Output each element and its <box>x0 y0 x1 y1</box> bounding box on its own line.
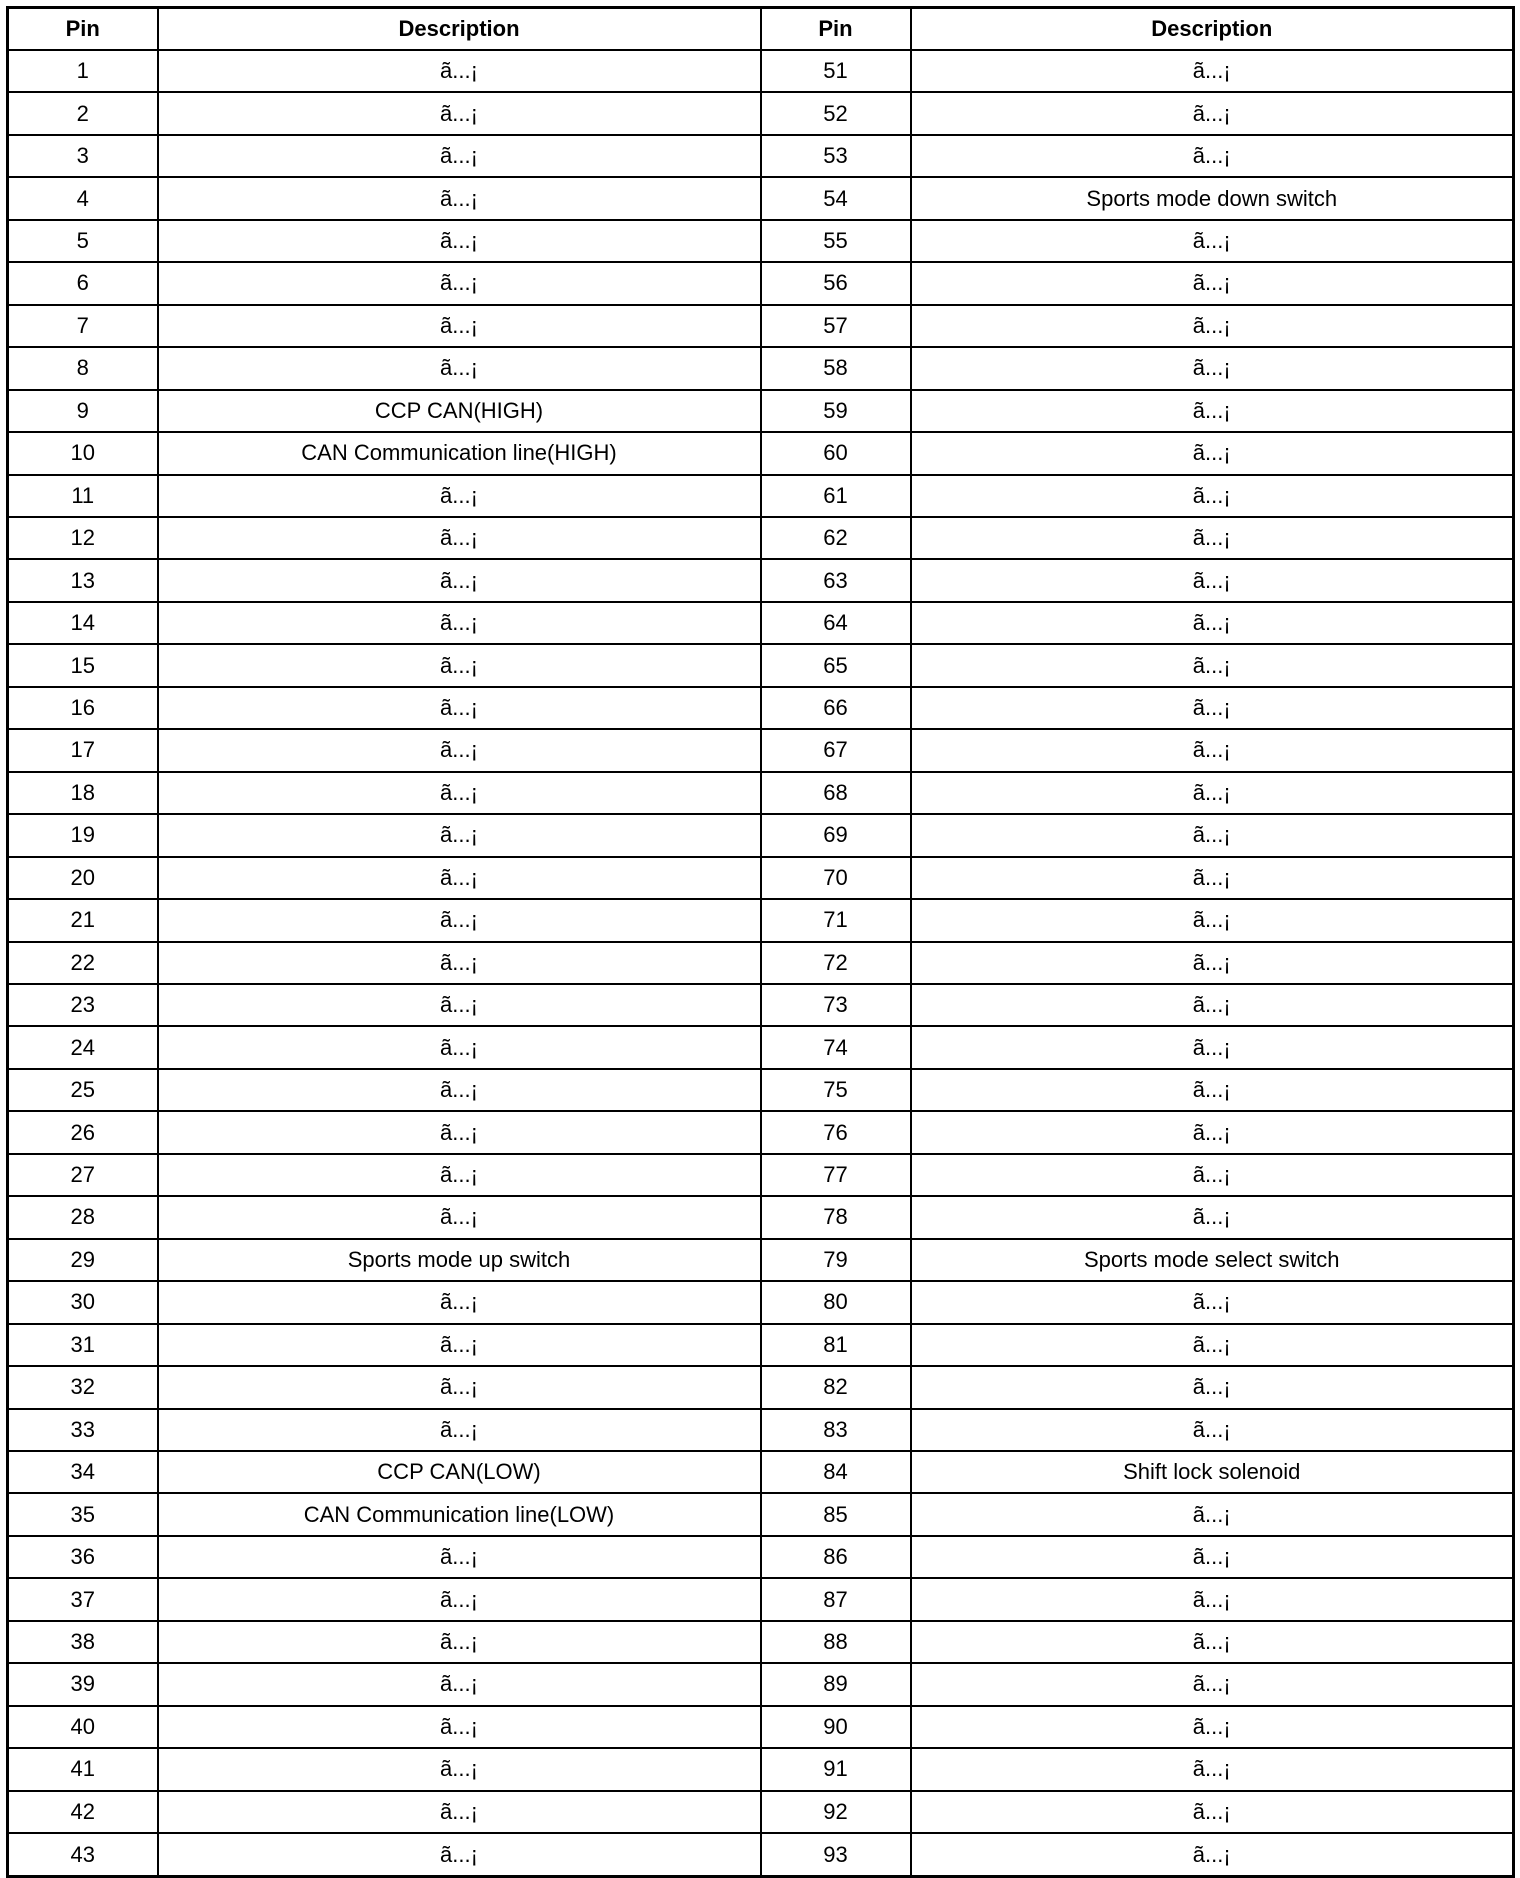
cell-pin-left: 14 <box>8 602 158 644</box>
cell-pin-right: 87 <box>761 1578 911 1620</box>
cell-pin-left: 13 <box>8 559 158 601</box>
table-row <box>8 857 1514 899</box>
cell-description-left: ã...¡ <box>158 1409 761 1451</box>
cell-pin-left: 30 <box>8 1281 158 1323</box>
cell-pin-left: 21 <box>8 899 158 941</box>
cell-description-right: Shift lock solenoid <box>911 1451 1514 1493</box>
cell-description-right: ã...¡ <box>911 1154 1514 1196</box>
cell-description-left: ã...¡ <box>158 1281 761 1323</box>
cell-description-left: ã...¡ <box>158 1578 761 1620</box>
cell-pin-left: 8 <box>8 347 158 389</box>
cell-pin-left: 11 <box>8 475 158 517</box>
cell-pin-left: 1 <box>8 50 158 92</box>
cell-description-left: ã...¡ <box>158 305 761 347</box>
cell-pin-right: 60 <box>761 432 911 474</box>
cell-description-left: ã...¡ <box>158 1621 761 1663</box>
table-row <box>8 899 1514 941</box>
cell-description-left: ã...¡ <box>158 177 761 219</box>
cell-description-left: ã...¡ <box>158 899 761 941</box>
cell-pin-left: 24 <box>8 1026 158 1068</box>
cell-pin-left: 22 <box>8 942 158 984</box>
cell-description-right: ã...¡ <box>911 1196 1514 1238</box>
cell-description-right: ã...¡ <box>911 1706 1514 1748</box>
cell-description-right: ã...¡ <box>911 602 1514 644</box>
cell-pin-left: 9 <box>8 390 158 432</box>
cell-description-left: ã...¡ <box>158 644 761 686</box>
cell-description-left: Sports mode up switch <box>158 1239 761 1281</box>
cell-description-left: ã...¡ <box>158 772 761 814</box>
cell-pin-right: 92 <box>761 1791 911 1833</box>
cell-pin-right: 62 <box>761 517 911 559</box>
cell-description-right: ã...¡ <box>911 984 1514 1026</box>
cell-pin-right: 67 <box>761 729 911 771</box>
cell-pin-left: 6 <box>8 262 158 304</box>
cell-pin-right: 61 <box>761 475 911 517</box>
cell-description-right: ã...¡ <box>911 1069 1514 1111</box>
table-header <box>8 8 1514 51</box>
cell-description-left: ã...¡ <box>158 1536 761 1578</box>
cell-pin-right: 69 <box>761 814 911 856</box>
cell-pin-right: 90 <box>761 1706 911 1748</box>
cell-description-right: ã...¡ <box>911 1663 1514 1705</box>
cell-description-right: ã...¡ <box>911 1748 1514 1790</box>
cell-description-left: CAN Communication line(LOW) <box>158 1493 761 1535</box>
cell-description-left: CAN Communication line(HIGH) <box>158 432 761 474</box>
cell-description-left: ã...¡ <box>158 517 761 559</box>
cell-pin-right: 68 <box>761 772 911 814</box>
table-row <box>8 220 1514 262</box>
cell-description-right: ã...¡ <box>911 1493 1514 1535</box>
cell-pin-right: 53 <box>761 135 911 177</box>
cell-pin-right: 81 <box>761 1324 911 1366</box>
table-row <box>8 1621 1514 1663</box>
cell-pin-right: 63 <box>761 559 911 601</box>
cell-pin-left: 15 <box>8 644 158 686</box>
cell-pin-left: 17 <box>8 729 158 771</box>
cell-pin-right: 91 <box>761 1748 911 1790</box>
cell-pin-left: 2 <box>8 92 158 134</box>
table-row <box>8 602 1514 644</box>
cell-description-left: ã...¡ <box>158 984 761 1026</box>
cell-pin-right: 86 <box>761 1536 911 1578</box>
table-row <box>8 772 1514 814</box>
cell-pin-right: 51 <box>761 50 911 92</box>
cell-pin-right: 80 <box>761 1281 911 1323</box>
table-row <box>8 687 1514 729</box>
cell-description-right: ã...¡ <box>911 1791 1514 1833</box>
cell-description-left: ã...¡ <box>158 729 761 771</box>
cell-pin-left: 5 <box>8 220 158 262</box>
cell-pin-right: 83 <box>761 1409 911 1451</box>
cell-pin-left: 37 <box>8 1578 158 1620</box>
cell-description-right: ã...¡ <box>911 814 1514 856</box>
cell-description-right: ã...¡ <box>911 942 1514 984</box>
cell-pin-right: 76 <box>761 1111 911 1153</box>
cell-description-left: ã...¡ <box>158 1706 761 1748</box>
header-row <box>8 8 1514 51</box>
cell-description-right: ã...¡ <box>911 475 1514 517</box>
cell-description-right: ã...¡ <box>911 1578 1514 1620</box>
cell-description-right: ã...¡ <box>911 1026 1514 1068</box>
cell-description-left: ã...¡ <box>158 857 761 899</box>
cell-description-left: ã...¡ <box>158 1324 761 1366</box>
cell-description-right: ã...¡ <box>911 1536 1514 1578</box>
cell-description-right: ã...¡ <box>911 432 1514 474</box>
cell-description-right: ã...¡ <box>911 899 1514 941</box>
cell-pin-left: 35 <box>8 1493 158 1535</box>
table-row <box>8 262 1514 304</box>
table-row <box>8 1791 1514 1833</box>
table-row <box>8 1281 1514 1323</box>
cell-pin-left: 4 <box>8 177 158 219</box>
cell-description-left: ã...¡ <box>158 1196 761 1238</box>
cell-description-right: ã...¡ <box>911 857 1514 899</box>
cell-description-left: ã...¡ <box>158 1154 761 1196</box>
table-row <box>8 1026 1514 1068</box>
cell-description-right: ã...¡ <box>911 1281 1514 1323</box>
cell-pin-left: 25 <box>8 1069 158 1111</box>
cell-pin-right: 72 <box>761 942 911 984</box>
cell-description-left: ã...¡ <box>158 814 761 856</box>
table-row <box>8 92 1514 134</box>
cell-description-right: ã...¡ <box>911 50 1514 92</box>
cell-pin-right: 54 <box>761 177 911 219</box>
cell-description-left: ã...¡ <box>158 1833 761 1876</box>
cell-pin-left: 42 <box>8 1791 158 1833</box>
table-row <box>8 942 1514 984</box>
cell-description-right: ã...¡ <box>911 1111 1514 1153</box>
cell-pin-left: 18 <box>8 772 158 814</box>
table-row <box>8 559 1514 601</box>
cell-description-right: ã...¡ <box>911 135 1514 177</box>
cell-pin-left: 40 <box>8 1706 158 1748</box>
cell-pin-right: 93 <box>761 1833 911 1876</box>
table-row <box>8 984 1514 1026</box>
cell-pin-right: 77 <box>761 1154 911 1196</box>
table-row <box>8 1451 1514 1493</box>
cell-pin-left: 32 <box>8 1366 158 1408</box>
table-row <box>8 1111 1514 1153</box>
cell-pin-left: 31 <box>8 1324 158 1366</box>
table-row <box>8 814 1514 856</box>
cell-pin-right: 70 <box>761 857 911 899</box>
cell-pin-right: 65 <box>761 644 911 686</box>
cell-pin-right: 52 <box>761 92 911 134</box>
cell-description-left: ã...¡ <box>158 602 761 644</box>
cell-pin-right: 79 <box>761 1239 911 1281</box>
table-row <box>8 1663 1514 1705</box>
cell-pin-right: 59 <box>761 390 911 432</box>
cell-pin-left: 16 <box>8 687 158 729</box>
cell-description-left: ã...¡ <box>158 347 761 389</box>
cell-pin-left: 39 <box>8 1663 158 1705</box>
table-row <box>8 1324 1514 1366</box>
cell-description-left: ã...¡ <box>158 1111 761 1153</box>
cell-pin-right: 64 <box>761 602 911 644</box>
cell-description-right: ã...¡ <box>911 390 1514 432</box>
table-row <box>8 517 1514 559</box>
cell-description-left: CCP CAN(HIGH) <box>158 390 761 432</box>
cell-pin-right: 78 <box>761 1196 911 1238</box>
cell-pin-right: 74 <box>761 1026 911 1068</box>
cell-pin-right: 71 <box>761 899 911 941</box>
table-row <box>8 1239 1514 1281</box>
cell-pin-right: 57 <box>761 305 911 347</box>
table-row <box>8 135 1514 177</box>
cell-description-right: ã...¡ <box>911 517 1514 559</box>
cell-pin-right: 84 <box>761 1451 911 1493</box>
cell-description-left: ã...¡ <box>158 1663 761 1705</box>
cell-description-right: ã...¡ <box>911 220 1514 262</box>
pin-table-page <box>6 6 1513 1878</box>
cell-description-left: ã...¡ <box>158 475 761 517</box>
table-row <box>8 1706 1514 1748</box>
table-row <box>8 432 1514 474</box>
cell-description-right: ã...¡ <box>911 92 1514 134</box>
table-row <box>8 390 1514 432</box>
cell-pin-right: 55 <box>761 220 911 262</box>
cell-pin-left: 41 <box>8 1748 158 1790</box>
cell-pin-left: 3 <box>8 135 158 177</box>
cell-pin-left: 28 <box>8 1196 158 1238</box>
cell-description-right: ã...¡ <box>911 1324 1514 1366</box>
cell-description-left: ã...¡ <box>158 135 761 177</box>
cell-pin-right: 85 <box>761 1493 911 1535</box>
cell-description-right: ã...¡ <box>911 262 1514 304</box>
table-row <box>8 1833 1514 1876</box>
cell-pin-left: 7 <box>8 305 158 347</box>
table-row <box>8 347 1514 389</box>
table-row <box>8 644 1514 686</box>
cell-description-right: ã...¡ <box>911 559 1514 601</box>
cell-description-right: ã...¡ <box>911 687 1514 729</box>
cell-description-right: ã...¡ <box>911 772 1514 814</box>
cell-description-right: ã...¡ <box>911 1621 1514 1663</box>
cell-description-left: ã...¡ <box>158 1748 761 1790</box>
cell-pin-left: 34 <box>8 1451 158 1493</box>
table-row <box>8 1578 1514 1620</box>
cell-description-left: CCP CAN(LOW) <box>158 1451 761 1493</box>
cell-description-left: ã...¡ <box>158 1791 761 1833</box>
header-pin-left: Pin <box>8 8 158 51</box>
cell-description-right: ã...¡ <box>911 644 1514 686</box>
cell-pin-left: 33 <box>8 1409 158 1451</box>
cell-pin-right: 66 <box>761 687 911 729</box>
cell-description-right: ã...¡ <box>911 305 1514 347</box>
table-row <box>8 50 1514 92</box>
cell-pin-left: 23 <box>8 984 158 1026</box>
header-description-left: Description <box>158 8 761 51</box>
cell-pin-right: 88 <box>761 1621 911 1663</box>
cell-pin-left: 43 <box>8 1833 158 1876</box>
cell-description-right: ã...¡ <box>911 347 1514 389</box>
cell-pin-right: 82 <box>761 1366 911 1408</box>
cell-pin-left: 27 <box>8 1154 158 1196</box>
cell-description-right: ã...¡ <box>911 1409 1514 1451</box>
cell-description-left: ã...¡ <box>158 220 761 262</box>
table-row <box>8 1748 1514 1790</box>
cell-pin-left: 12 <box>8 517 158 559</box>
cell-pin-right: 56 <box>761 262 911 304</box>
cell-description-left: ã...¡ <box>158 687 761 729</box>
cell-description-left: ã...¡ <box>158 942 761 984</box>
cell-description-right: Sports mode down switch <box>911 177 1514 219</box>
table-row <box>8 305 1514 347</box>
table-row <box>8 1409 1514 1451</box>
table-row <box>8 729 1514 771</box>
cell-description-left: ã...¡ <box>158 50 761 92</box>
cell-description-right: ã...¡ <box>911 729 1514 771</box>
table-row <box>8 1536 1514 1578</box>
cell-description-right: ã...¡ <box>911 1366 1514 1408</box>
header-description-right: Description <box>911 8 1514 51</box>
cell-pin-right: 89 <box>761 1663 911 1705</box>
cell-pin-right: 58 <box>761 347 911 389</box>
cell-pin-left: 20 <box>8 857 158 899</box>
cell-pin-left: 38 <box>8 1621 158 1663</box>
cell-pin-left: 19 <box>8 814 158 856</box>
pin-description-table <box>6 6 1515 1878</box>
cell-description-left: ã...¡ <box>158 92 761 134</box>
table-row <box>8 475 1514 517</box>
table-row <box>8 1366 1514 1408</box>
cell-pin-left: 10 <box>8 432 158 474</box>
cell-description-left: ã...¡ <box>158 262 761 304</box>
cell-pin-right: 75 <box>761 1069 911 1111</box>
table-row <box>8 1493 1514 1535</box>
cell-pin-left: 29 <box>8 1239 158 1281</box>
table-body <box>8 50 1514 1877</box>
cell-description-left: ã...¡ <box>158 1069 761 1111</box>
cell-pin-left: 26 <box>8 1111 158 1153</box>
cell-description-right: ã...¡ <box>911 1833 1514 1876</box>
cell-description-left: ã...¡ <box>158 1026 761 1068</box>
cell-description-left: ã...¡ <box>158 559 761 601</box>
cell-pin-left: 36 <box>8 1536 158 1578</box>
cell-pin-right: 73 <box>761 984 911 1026</box>
table-row <box>8 1196 1514 1238</box>
table-row <box>8 1154 1514 1196</box>
cell-description-right: Sports mode select switch <box>911 1239 1514 1281</box>
table-row <box>8 1069 1514 1111</box>
cell-description-left: ã...¡ <box>158 1366 761 1408</box>
header-pin-right: Pin <box>761 8 911 51</box>
table-row <box>8 177 1514 219</box>
